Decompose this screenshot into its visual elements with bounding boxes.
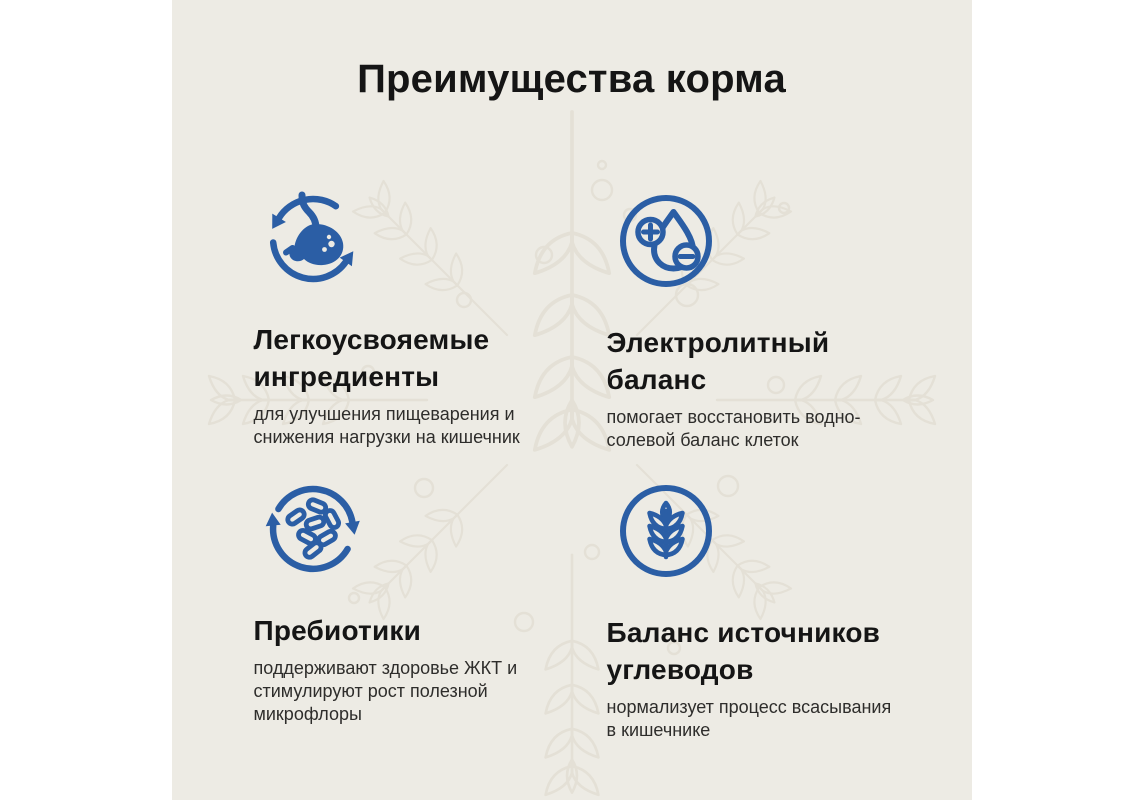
benefit-icon-wrap <box>263 188 363 288</box>
benefit-icon-wrap <box>616 481 716 581</box>
benefit-icon-wrap <box>263 479 363 579</box>
benefit-description: поддерживают здоровье ЖКТ и стимулируют рост полезной микрофлоры <box>253 657 518 725</box>
benefit-card-carbs <box>607 481 937 742</box>
benefit-card-electrolyte <box>607 191 937 452</box>
benefit-description: помогает восстановить водно-солевой баланс клеток <box>606 406 861 450</box>
benefit-card-prebiotics <box>254 479 584 726</box>
prebiotics-cycle-icon <box>263 479 363 579</box>
wheat-circle-icon <box>616 481 716 581</box>
benefit-title: Баланс источников углеводов <box>606 617 881 685</box>
stomach-cycle-icon <box>263 188 363 288</box>
electrolyte-drop-icon <box>616 191 716 291</box>
benefit-title: Легкоусвояемые ингредиенты <box>253 324 490 392</box>
benefit-title: Пребиотики <box>253 615 421 646</box>
page-title: Преимущества корма <box>357 57 786 101</box>
benefit-title: Электролитный баланс <box>606 327 830 395</box>
benefit-description: нормализует процесс всасывания в кишечнике <box>606 696 892 740</box>
benefit-card-digestible <box>254 188 584 449</box>
benefit-description: для улучшения пищеварения и снижения нагрузки на кишечник <box>253 403 520 447</box>
benefits-panel <box>172 0 972 800</box>
benefit-icon-wrap <box>616 191 716 291</box>
